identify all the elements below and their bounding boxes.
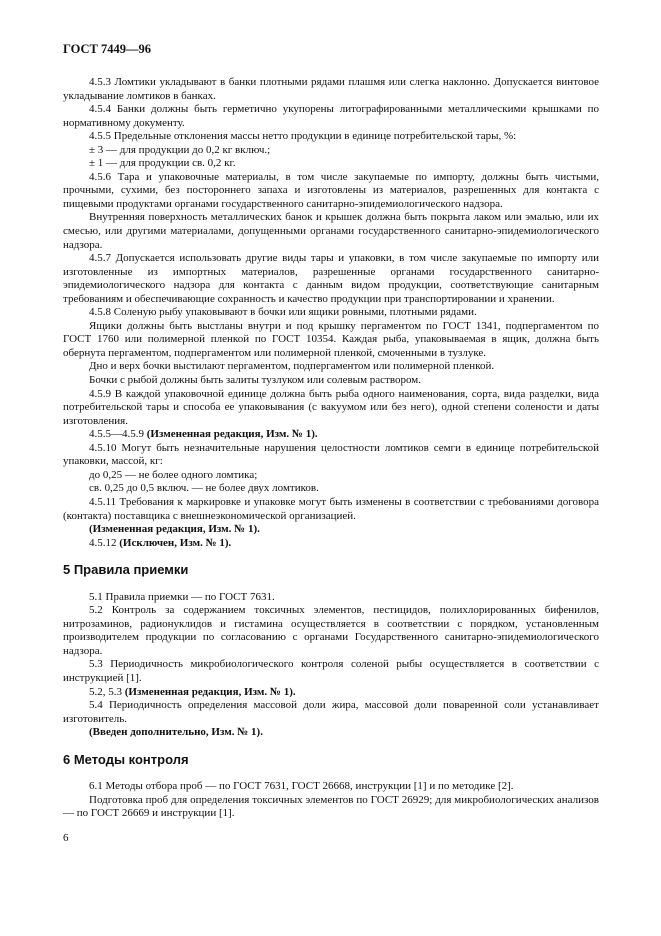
amendment-ref: 5.2, 5.3: [89, 685, 122, 698]
paragraph-5-3: 5.3 Периодичность микробиологического контроля соленой рыбы осуществляется в соответствии с инструкцией [1].: [63, 658, 599, 684]
section-heading-6: 6 Методы контроля: [63, 751, 189, 767]
amendment-note-4-5-5-4-5-9: [63, 428, 599, 442]
paragraph-5-4: 5.4 Периодичность определения массовой доли жира, массовой доли поваренной соли устанавливает изготовитель.: [63, 699, 599, 725]
amendment-ref: 4.5.5—4.5.9: [89, 428, 144, 441]
paragraph-4-5-4: 4.5.4 Банки должны быть герметично укупорены литографированными металлическими крышками по нормативному документу.: [63, 103, 599, 129]
paragraph-4-5-5: 4.5.5 Предельные отклонения массы нетто продукции в единице потребительской тары, %:: [89, 130, 517, 143]
amendment-note-4-5-12: [63, 537, 599, 551]
paragraph-4-5-3: 4.5.3 Ломтики укладывают в банки плотными рядами плашмя или слегка наклонно. Допускается винтовое укладывание ломтиков в банках.: [63, 76, 599, 102]
paragraph-4-5-11: 4.5.11 Требования к маркировке и упаковке могут быть изменены в соответствии с требованиями договора (контакта) поставщика с внешнеэкономической организацией.: [63, 495, 599, 522]
amendment-note-5-2-5-3: [63, 686, 599, 700]
paragraph-4-5-6-continued: Внутренняя поверхность металлических банок и крышек должна быть покрыта лаком или эмалью, или их смесью, или другими материалами, допущенными органами государственного санитарно-эпидемиологического надзора.: [63, 211, 599, 251]
section-heading-5: 5 Правила приемки: [63, 562, 189, 578]
list-item: ± 1 — для продукции св. 0,2 кг.: [89, 157, 236, 170]
page-number: 6: [63, 832, 69, 844]
amendment-label: (Измененная редакция, Изм. № 1).: [146, 428, 318, 441]
amendment-ref: 4.5.12: [89, 536, 117, 549]
page-header: ГОСТ 7449—96: [63, 42, 152, 56]
list-item: св. 0,25 до 0,5 включ. — не более двух ломтиков.: [89, 482, 319, 495]
paragraph-4-5-8: 4.5.8 Соленую рыбу упаковывают в бочки или ящики ровными, плотными рядами.: [89, 306, 477, 319]
amendment-note-5-4: (Введен дополнительно, Изм. № 1).: [89, 726, 263, 739]
paragraph-5-2: 5.2 Контроль за содержанием токсичных элементов, пестицидов, полихлорированных бифенилов, нитрозаминов, радионуклидов и гистамина осуществляется в соответствии с порядком, установленным производителем продукции по согласованию с органами Государственного санитарно-эпидемиологического надзора.: [63, 604, 599, 657]
paragraph-5-1: 5.1 Правила приемки — по ГОСТ 7631.: [89, 590, 275, 603]
list-item: до 0,25 — не более одного ломтика;: [89, 468, 258, 481]
paragraph-4-5-9: 4.5.9 В каждой упаковочной единице должна быть рыба одного наименования, сорта, вида разделки, вида потребительской тары и способа ее упаковывания (с вакуумом или без него), одной степени солености и даты изготовления.: [63, 387, 599, 427]
amendment-label: (Исключен, Изм. № 1).: [119, 536, 232, 549]
paragraph-6-1: 6.1 Методы отбора проб — по ГОСТ 7631, ГОСТ 26668, инструкции [1] и по методике [2].: [89, 780, 514, 793]
paragraph-4-5-10: 4.5.10 Могут быть незначительные нарушения целостности ломтиков семги в единице потребительской упаковки, массой, кг:: [63, 441, 599, 468]
paragraph-4-5-6: 4.5.6 Тара и упаковочные материалы, в том числе закупаемые по импорту, должны быть чистыми, прочными, сухими, без постороннего запаха и изготовлены из материалов, разрешенных для контакта с пищевыми продуктами органами государственного санитарно-эпидемиологического надзора.: [63, 170, 599, 210]
paragraph-4-5-7: 4.5.7 Допускается использовать другие виды тары и упаковки, в том числе закупаемые по импорту или изготовленные из импортных материалов, разрешенные органами государственного санитарно-эпидемиологического надзора для контакта с данным видом продукции, соответствующие санитарным требованиям и обеспечивающие сохранность и качество продукции при транспортировании и хранении.: [63, 252, 599, 305]
paragraph-4-5-8-barrels: Дно и верх бочки выстилают пергаментом, подпергаментом или полимерной пленкой.: [89, 360, 495, 373]
amendment-note-4-5-11: (Измененная редакция, Изм. № 1).: [89, 523, 260, 536]
paragraph-4-5-8-brine: Бочки с рыбой должны быть залиты тузлуком или солевым раствором.: [89, 374, 421, 387]
paragraph-4-5-8-boxes: Ящики должны быть выстланы внутри и под крышку пергаментом по ГОСТ 1341, подпергаментом по ГОСТ 1760 или полимерной пленкой по ГОСТ 10354. Каждая рыба, упаковываемая в ящик, должна быть обернута пергаментом, подпергаментом или полимерной пленкой, смоченными в тузлуке.: [63, 319, 599, 359]
document-body: [63, 76, 599, 821]
paragraph-6-1-continued: Подготовка проб для определения токсичных элементов по ГОСТ 26929; для микробиологических анализов — по ГОСТ 26669 и инструкции [1].: [63, 793, 599, 820]
list-item: ± 3 — для продукции до 0,2 кг включ.;: [89, 143, 271, 156]
amendment-label: (Измененная редакция, Изм. № 1).: [124, 685, 296, 698]
